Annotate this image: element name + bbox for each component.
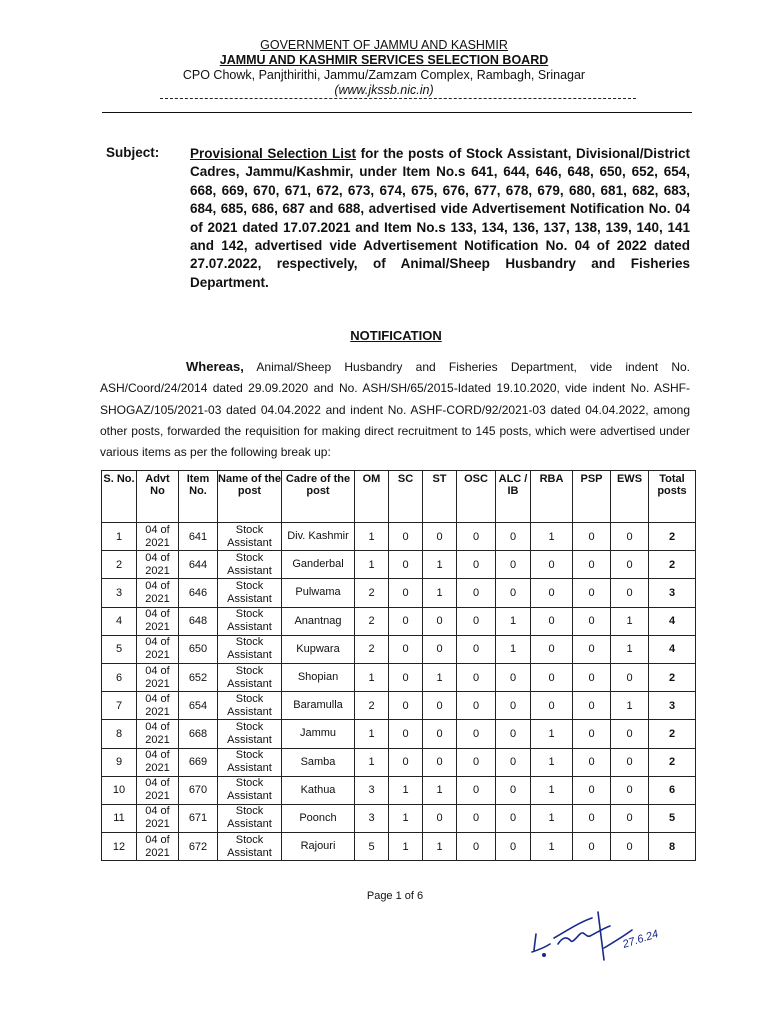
table-cell: 0 [389, 607, 423, 635]
table-cell: Shopian [282, 663, 355, 691]
table-cell: 0 [531, 692, 573, 720]
table-cell: 0 [389, 720, 423, 748]
table-cell: 9 [102, 748, 137, 776]
table-cell: 4 [102, 607, 137, 635]
table-row [102, 720, 696, 748]
table-cell: 0 [573, 579, 611, 607]
table-cell: 2 [649, 663, 696, 691]
table-cell: 0 [496, 692, 531, 720]
table-cell: 1 [355, 523, 389, 551]
table-cell: Stock Assistant [218, 523, 282, 551]
table-cell: 1 [355, 663, 389, 691]
table-cell: 0 [573, 748, 611, 776]
column-header: S. No. [102, 471, 137, 523]
column-header: Name of the post [218, 471, 282, 523]
table-cell: 04 of 2021 [137, 635, 179, 663]
table-cell: 0 [389, 579, 423, 607]
table-cell: 652 [179, 663, 218, 691]
table-cell: 1 [611, 692, 649, 720]
table-cell: 0 [457, 663, 496, 691]
table-cell: 0 [389, 663, 423, 691]
table-cell: 0 [457, 748, 496, 776]
table-cell: Kathua [282, 776, 355, 804]
table-cell: Stock Assistant [218, 720, 282, 748]
table-cell: 0 [496, 804, 531, 832]
table-cell: 0 [457, 607, 496, 635]
table-cell: 0 [611, 776, 649, 804]
table-cell: 0 [389, 523, 423, 551]
table-cell: 1 [102, 523, 137, 551]
table-cell: 0 [611, 663, 649, 691]
table-cell: 1 [423, 551, 457, 579]
table-cell: 0 [573, 804, 611, 832]
table-cell: 0 [457, 720, 496, 748]
table-row [102, 663, 696, 691]
board-website: (www.jkssb.nic.in) [334, 83, 434, 97]
table-row [102, 579, 696, 607]
table-cell: 0 [389, 635, 423, 663]
handwritten-signature [528, 908, 678, 968]
table-cell: 670 [179, 776, 218, 804]
table-cell: Stock Assistant [218, 692, 282, 720]
table-cell: 0 [457, 579, 496, 607]
table-cell: 0 [611, 523, 649, 551]
header-rule [102, 112, 692, 113]
table-cell: 04 of 2021 [137, 720, 179, 748]
table-cell: 0 [611, 833, 649, 861]
notification-paragraph [100, 356, 690, 463]
table-cell: 6 [649, 776, 696, 804]
table-cell: 1 [531, 804, 573, 832]
table-cell: 0 [457, 776, 496, 804]
table-row [102, 635, 696, 663]
table-cell: 0 [573, 635, 611, 663]
table-cell: Stock Assistant [218, 804, 282, 832]
table-cell: 2 [355, 692, 389, 720]
table-cell: 0 [573, 551, 611, 579]
table-cell: 0 [496, 523, 531, 551]
table-header-row [102, 471, 696, 523]
table-cell: 0 [531, 635, 573, 663]
table-cell: 0 [423, 804, 457, 832]
column-header: EWS [611, 471, 649, 523]
table-cell: 04 of 2021 [137, 551, 179, 579]
table-cell: 12 [102, 833, 137, 861]
table-cell: 1 [355, 748, 389, 776]
table-cell: 0 [457, 804, 496, 832]
board-address: CPO Chowk, Panjthirithi, Jammu/Zamzam Complex, Rambagh, Srinagar [182, 68, 586, 82]
table-cell: 1 [531, 720, 573, 748]
table-cell: 0 [457, 523, 496, 551]
notification-heading: NOTIFICATION [350, 328, 442, 343]
table-cell: 6 [102, 663, 137, 691]
table-cell: 0 [573, 833, 611, 861]
column-header: PSP [573, 471, 611, 523]
table-cell: 0 [423, 748, 457, 776]
table-cell: 11 [102, 804, 137, 832]
table-cell: Div. Kashmir [282, 523, 355, 551]
table-cell: Rajouri [282, 833, 355, 861]
table-cell: 0 [389, 748, 423, 776]
table-cell: 0 [389, 692, 423, 720]
table-cell: 04 of 2021 [137, 523, 179, 551]
table-cell: Baramulla [282, 692, 355, 720]
table-row [102, 776, 696, 804]
column-header: Cadre of the post [282, 471, 355, 523]
table-cell: Jammu [282, 720, 355, 748]
table-cell: 1 [531, 523, 573, 551]
table-cell: 0 [423, 692, 457, 720]
table-cell: 1 [423, 833, 457, 861]
table-cell: 2 [355, 635, 389, 663]
table-cell: 1 [389, 804, 423, 832]
table-row [102, 607, 696, 635]
paragraph-lead: Whereas, [186, 359, 244, 374]
table-cell: 04 of 2021 [137, 776, 179, 804]
table-cell: 644 [179, 551, 218, 579]
table-cell: 5 [102, 635, 137, 663]
table-cell: Stock Assistant [218, 748, 282, 776]
table-cell: Stock Assistant [218, 833, 282, 861]
table-cell: 0 [496, 833, 531, 861]
table-cell: 0 [496, 776, 531, 804]
table-cell: 0 [496, 720, 531, 748]
table-cell: 2 [649, 523, 696, 551]
table-cell: 5 [649, 804, 696, 832]
table-cell: 0 [611, 720, 649, 748]
table-cell: 0 [423, 523, 457, 551]
table-cell: 0 [531, 663, 573, 691]
table-cell: 0 [611, 748, 649, 776]
table-cell: 0 [496, 748, 531, 776]
table-cell: 04 of 2021 [137, 804, 179, 832]
table-cell: Kupwara [282, 635, 355, 663]
table-cell: 2 [649, 551, 696, 579]
column-header: ST [423, 471, 457, 523]
column-header: SC [389, 471, 423, 523]
column-header: Item No. [179, 471, 218, 523]
table-cell: 2 [649, 720, 696, 748]
table-cell: 04 of 2021 [137, 579, 179, 607]
table-cell: 0 [611, 579, 649, 607]
table-cell: 1 [531, 776, 573, 804]
table-row [102, 551, 696, 579]
table-cell: Stock Assistant [218, 776, 282, 804]
table-cell: 4 [649, 635, 696, 663]
dashed-divider [160, 98, 636, 99]
table-row [102, 748, 696, 776]
subject-label: Subject: [106, 145, 160, 160]
column-header: OSC [457, 471, 496, 523]
subject-text [190, 145, 690, 292]
table-row [102, 833, 696, 861]
table-cell: 8 [649, 833, 696, 861]
table-cell: 2 [649, 748, 696, 776]
table-cell: 641 [179, 523, 218, 551]
table-cell: 0 [531, 607, 573, 635]
column-header: ALC / IB [496, 471, 531, 523]
subject-body: for the posts of Stock Assistant, Divisional/District Cadres, Jammu/Kashmir, under Item No.s 641, 644, 646, 648, 650, 652, 654, 668, 669, 670, 671, 672, 673, 674, 675, 676, 677, 678, 679, 680, 681, 682, 683, 684, 685, 686, 687 and 688, advertised vide Advertisement Notification No. 04 of 2021 dated 17.07.2021 and Item No.s 133, 134, 136, 137, 138, 139, 140, 141 and 142, advertised vide Advertisement Notification No. 04 of 2022 dated 27.07.2022, respectively, of Animal/Sheep Husbandry and Fisheries Department. [190, 146, 691, 290]
table-cell: 3 [355, 804, 389, 832]
table-cell: 04 of 2021 [137, 607, 179, 635]
table-cell: 1 [355, 551, 389, 579]
table-cell: Anantnag [282, 607, 355, 635]
table-cell: 0 [611, 804, 649, 832]
table-cell: 1 [355, 720, 389, 748]
table-cell: 1 [389, 833, 423, 861]
table-cell: 2 [355, 607, 389, 635]
table-cell: 0 [573, 607, 611, 635]
table-cell: 669 [179, 748, 218, 776]
table-cell: 1 [496, 635, 531, 663]
posts-breakup-table [101, 470, 696, 861]
table-cell: 7 [102, 692, 137, 720]
table-cell: 5 [355, 833, 389, 861]
table-cell: 0 [457, 833, 496, 861]
table-cell: Stock Assistant [218, 635, 282, 663]
table-cell: 3 [102, 579, 137, 607]
government-title: GOVERNMENT OF JAMMU AND KASHMIR [260, 38, 508, 52]
table-cell: Stock Assistant [218, 579, 282, 607]
table-cell: 650 [179, 635, 218, 663]
table-cell: 0 [496, 663, 531, 691]
table-cell: 04 of 2021 [137, 748, 179, 776]
table-cell: 04 of 2021 [137, 833, 179, 861]
table-cell: 0 [423, 720, 457, 748]
table-cell: 1 [496, 607, 531, 635]
table-cell: Stock Assistant [218, 551, 282, 579]
table-row [102, 692, 696, 720]
table-cell: 0 [573, 663, 611, 691]
table-cell: 0 [573, 720, 611, 748]
table-cell: 8 [102, 720, 137, 748]
table-cell: Pulwama [282, 579, 355, 607]
column-header: OM [355, 471, 389, 523]
table-cell: 0 [531, 551, 573, 579]
column-header: RBA [531, 471, 573, 523]
table-cell: 3 [355, 776, 389, 804]
table-cell: 0 [423, 635, 457, 663]
page-number: Page 1 of 6 [366, 890, 424, 902]
table-cell: 0 [611, 551, 649, 579]
table-cell: 0 [573, 523, 611, 551]
table-cell: 4 [649, 607, 696, 635]
column-header: Total posts [649, 471, 696, 523]
table-cell: 0 [389, 551, 423, 579]
table-cell: 1 [531, 833, 573, 861]
table-cell: 0 [531, 579, 573, 607]
table-cell: 0 [496, 551, 531, 579]
table-cell: 3 [649, 579, 696, 607]
table-cell: 671 [179, 804, 218, 832]
table-cell: 04 of 2021 [137, 663, 179, 691]
table-cell: 1 [611, 607, 649, 635]
board-title: JAMMU AND KASHMIR SERVICES SELECTION BOARD [219, 53, 549, 67]
table-cell: Samba [282, 748, 355, 776]
table-cell: 0 [457, 635, 496, 663]
table-cell: 0 [423, 607, 457, 635]
table-cell: 10 [102, 776, 137, 804]
table-cell: 2 [355, 579, 389, 607]
table-cell: 2 [102, 551, 137, 579]
table-cell: 654 [179, 692, 218, 720]
table-cell: Poonch [282, 804, 355, 832]
table-cell: 672 [179, 833, 218, 861]
table-row [102, 523, 696, 551]
table-cell: 0 [573, 776, 611, 804]
table-cell: 0 [457, 692, 496, 720]
table-cell: 04 of 2021 [137, 692, 179, 720]
table-cell: Stock Assistant [218, 607, 282, 635]
table-cell: 1 [423, 663, 457, 691]
column-header: Advt No [137, 471, 179, 523]
table-cell: 646 [179, 579, 218, 607]
table-cell: Ganderbal [282, 551, 355, 579]
table-cell: Stock Assistant [218, 663, 282, 691]
paragraph-body: Animal/Sheep Husbandry and Fisheries Department, vide indent No. ASH/Coord/24/2014 dated 29.09.2020 and No. ASH/SH/65/2015-Idated 19.10.2020, vide indent No. ASHF-SHOGAZ/105/2021-03 dated 04.04.2022 and indent No. ASHF-CORD/92/2021-03 dated 04.04.2022, among other posts, forwarded the requisition for making direct recruitment to 145 posts, which were advertised under various items as per the following break up: [100, 360, 690, 460]
table-cell: 0 [457, 551, 496, 579]
table-cell: 1 [389, 776, 423, 804]
table-cell: 3 [649, 692, 696, 720]
table-cell: 1 [611, 635, 649, 663]
table-cell: 668 [179, 720, 218, 748]
table-row [102, 804, 696, 832]
subject-underlined: Provisional Selection List [190, 146, 356, 161]
table-cell: 0 [573, 692, 611, 720]
signature-date: 27.6.24 [621, 928, 660, 951]
table-cell: 1 [531, 748, 573, 776]
table-cell: 648 [179, 607, 218, 635]
table-cell: 0 [496, 579, 531, 607]
table-cell: 1 [423, 579, 457, 607]
table-cell: 1 [423, 776, 457, 804]
